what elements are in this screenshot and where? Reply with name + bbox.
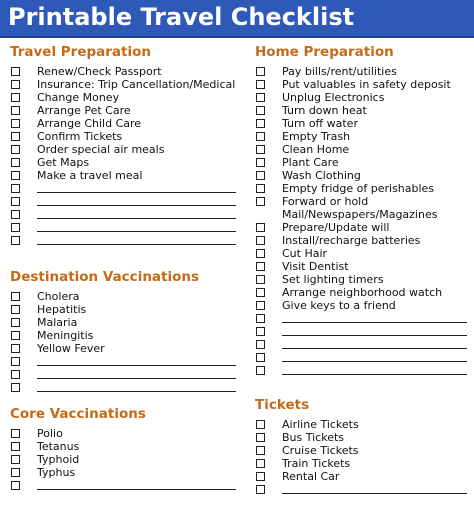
checkbox[interactable] — [11, 210, 20, 219]
checklist-item — [10, 466, 236, 479]
checklist-item — [255, 299, 467, 312]
checklist-item — [10, 316, 236, 329]
section-heading: Tickets — [255, 397, 310, 413]
checkbox[interactable] — [256, 197, 265, 206]
item-label: Renew/Check Passport — [37, 65, 162, 78]
section-destination-vaccinations — [10, 269, 236, 394]
item-label: Plant Care — [282, 156, 339, 169]
blank-write-in-line[interactable] — [282, 322, 467, 323]
checkbox[interactable] — [256, 485, 265, 494]
checklist-item — [10, 440, 236, 453]
title-bar — [0, 0, 474, 38]
checkbox[interactable] — [11, 292, 20, 301]
section-heading: Destination Vaccinations — [10, 269, 200, 285]
item-label: Train Tickets — [282, 457, 351, 470]
item-label: Forward or hold Mail/Newspapers/Magazines — [282, 195, 438, 221]
section-home-preparation — [255, 44, 467, 377]
checkbox[interactable] — [256, 171, 265, 180]
checklist-item — [255, 182, 467, 195]
item-label: Set lighting timers — [282, 273, 384, 286]
checklist-item — [255, 418, 467, 431]
checklist-item — [10, 156, 236, 169]
item-label: Make a travel meal — [37, 169, 143, 182]
checkbox[interactable] — [256, 132, 265, 141]
section-core-vaccinations — [10, 406, 236, 492]
item-label: Visit Dentist — [282, 260, 349, 273]
checklist-item — [255, 156, 467, 169]
checkbox[interactable] — [256, 472, 265, 481]
checkbox[interactable] — [256, 236, 265, 245]
item-label: Turn down heat — [282, 104, 367, 117]
blank-item — [10, 381, 236, 394]
item-label: Meningitis — [37, 329, 94, 342]
blank-write-in-line[interactable] — [37, 205, 236, 206]
checklist-item — [255, 470, 467, 483]
item-label: Empty Trash — [282, 130, 351, 143]
checklist-item — [255, 221, 467, 234]
blank-write-in-line[interactable] — [37, 489, 236, 490]
checkbox[interactable] — [11, 236, 20, 245]
page-title: Printable Travel Checklist — [8, 3, 355, 31]
item-label: Cut Hair — [282, 247, 328, 260]
item-label: Arrange neighborhood watch — [282, 286, 443, 299]
blank-write-in-line[interactable] — [37, 378, 236, 379]
blank-item — [10, 195, 236, 208]
blank-item — [10, 355, 236, 368]
checklist-item — [255, 130, 467, 143]
blank-write-in-line[interactable] — [37, 365, 236, 366]
item-label: Arrange Child Care — [37, 117, 142, 130]
checklist-item — [255, 195, 467, 221]
checkbox[interactable] — [11, 145, 20, 154]
checklist-item — [255, 234, 467, 247]
item-label: Tetanus — [37, 440, 80, 453]
checkbox[interactable] — [11, 119, 20, 128]
blank-item — [10, 208, 236, 221]
checkbox[interactable] — [11, 468, 20, 477]
checkbox[interactable] — [11, 197, 20, 206]
checkbox[interactable] — [256, 433, 265, 442]
blank-write-in-line[interactable] — [37, 391, 236, 392]
checkbox[interactable] — [256, 80, 265, 89]
item-label: Cruise Tickets — [282, 444, 359, 457]
checklist-item — [255, 286, 467, 299]
checkbox[interactable] — [11, 357, 20, 366]
checkbox[interactable] — [11, 442, 20, 451]
checkbox[interactable] — [11, 429, 20, 438]
checkbox[interactable] — [11, 132, 20, 141]
blank-item — [255, 338, 467, 351]
checklist-item — [255, 143, 467, 156]
item-label: Get Maps — [37, 156, 90, 169]
blank-write-in-line[interactable] — [282, 361, 467, 362]
checkbox[interactable] — [256, 67, 265, 76]
checklist-item — [10, 427, 236, 440]
checkbox[interactable] — [256, 249, 265, 258]
item-label: Arrange Pet Care — [37, 104, 131, 117]
checkbox[interactable] — [256, 340, 265, 349]
item-label: Cholera — [37, 290, 80, 303]
checkbox[interactable] — [256, 301, 265, 310]
item-label: Put valuables in safety deposit — [282, 78, 451, 91]
item-label: Prepare/Update will — [282, 221, 390, 234]
checklist-item — [10, 169, 236, 182]
item-label: Order special air meals — [37, 143, 165, 156]
blank-item — [10, 221, 236, 234]
section-travel-preparation — [10, 44, 236, 247]
checklist-item — [10, 143, 236, 156]
checklist-item — [10, 453, 236, 466]
item-label: Airline Tickets — [282, 418, 359, 431]
item-label: Insurance: Trip Cancellation/Medical — [37, 78, 236, 91]
checklist-item — [255, 444, 467, 457]
checklist-item — [255, 65, 467, 78]
blank-write-in-line[interactable] — [37, 231, 236, 232]
checklist-item — [10, 303, 236, 316]
item-label: Hepatitis — [37, 303, 87, 316]
checkbox[interactable] — [11, 223, 20, 232]
checklist-item — [10, 342, 236, 355]
checkbox[interactable] — [256, 446, 265, 455]
checklist-item — [255, 104, 467, 117]
checkbox[interactable] — [11, 305, 20, 314]
checkbox[interactable] — [256, 327, 265, 336]
checkbox[interactable] — [11, 67, 20, 76]
checkbox[interactable] — [11, 455, 20, 464]
checklist-item — [10, 65, 236, 78]
blank-item — [255, 325, 467, 338]
checkbox[interactable] — [256, 314, 265, 323]
checkbox[interactable] — [11, 93, 20, 102]
checkbox[interactable] — [11, 158, 20, 167]
checkbox[interactable] — [11, 80, 20, 89]
item-label: Install/recharge batteries — [282, 234, 421, 247]
item-label: Typhus — [37, 466, 76, 479]
checkbox[interactable] — [11, 184, 20, 193]
item-label: Turn off water — [282, 117, 358, 130]
checklist-item — [255, 91, 467, 104]
checkbox[interactable] — [11, 370, 20, 379]
checkbox[interactable] — [256, 262, 265, 271]
item-label: Empty fridge of perishables — [282, 182, 435, 195]
checkbox[interactable] — [11, 318, 20, 327]
item-label: Typhoid — [37, 453, 80, 466]
blank-item — [10, 479, 236, 492]
checkbox[interactable] — [256, 158, 265, 167]
checkbox[interactable] — [256, 459, 265, 468]
blank-item — [255, 351, 467, 364]
checkbox[interactable] — [256, 275, 265, 284]
checklist-item — [255, 78, 467, 91]
blank-item — [10, 234, 236, 247]
blank-write-in-line[interactable] — [282, 374, 467, 375]
item-label: Unplug Electronics — [282, 91, 385, 104]
checklist-item — [10, 117, 236, 130]
checklist-item — [10, 104, 236, 117]
item-label: Bus Tickets — [282, 431, 345, 444]
blank-item — [255, 483, 467, 496]
section-heading: Travel Preparation — [10, 44, 151, 60]
section-heading: Core Vaccinations — [10, 406, 146, 422]
checklist-item — [10, 130, 236, 143]
item-label: Change Money — [37, 91, 120, 104]
blank-write-in-line[interactable] — [282, 493, 467, 494]
checkbox[interactable] — [256, 145, 265, 154]
item-label: Polio — [37, 427, 63, 440]
item-label: Wash Clothing — [282, 169, 361, 182]
blank-item — [255, 312, 467, 325]
checklist-item — [255, 169, 467, 182]
item-label: Clean Home — [282, 143, 350, 156]
checkbox[interactable] — [256, 119, 265, 128]
checkbox[interactable] — [11, 383, 20, 392]
blank-write-in-line[interactable] — [282, 348, 467, 349]
checklist-item — [255, 117, 467, 130]
checklist-item — [10, 329, 236, 342]
blank-write-in-line[interactable] — [282, 335, 467, 336]
checkbox[interactable] — [11, 344, 20, 353]
checkbox[interactable] — [11, 106, 20, 115]
checkbox[interactable] — [256, 288, 265, 297]
item-label: Yellow Fever — [37, 342, 105, 355]
blank-write-in-line[interactable] — [37, 218, 236, 219]
checklist-item — [255, 247, 467, 260]
section-tickets — [255, 397, 467, 496]
checkbox[interactable] — [11, 171, 20, 180]
blank-item — [10, 368, 236, 381]
item-label: Pay bills/rent/utilities — [282, 65, 397, 78]
checklist-item — [255, 431, 467, 444]
checkbox[interactable] — [256, 93, 265, 102]
checklist-item — [10, 78, 236, 91]
checkbox[interactable] — [11, 331, 20, 340]
section-heading: Home Preparation — [255, 44, 394, 60]
checklist-item — [255, 260, 467, 273]
blank-write-in-line[interactable] — [37, 192, 236, 193]
checkbox[interactable] — [11, 481, 20, 490]
item-label: Rental Car — [282, 470, 340, 483]
item-label: Malaria — [37, 316, 78, 329]
checklist-item — [255, 457, 467, 470]
checkbox[interactable] — [256, 223, 265, 232]
checkbox[interactable] — [256, 420, 265, 429]
checkbox[interactable] — [256, 366, 265, 375]
checkbox[interactable] — [256, 106, 265, 115]
checkbox[interactable] — [256, 353, 265, 362]
blank-item — [10, 182, 236, 195]
checklist-item — [10, 91, 236, 104]
blank-write-in-line[interactable] — [37, 244, 236, 245]
checkbox[interactable] — [256, 184, 265, 193]
checklist-item — [10, 290, 236, 303]
checklist-item — [255, 273, 467, 286]
item-label: Give keys to a friend — [282, 299, 396, 312]
item-label: Confirm Tickets — [37, 130, 123, 143]
blank-item — [255, 364, 467, 377]
